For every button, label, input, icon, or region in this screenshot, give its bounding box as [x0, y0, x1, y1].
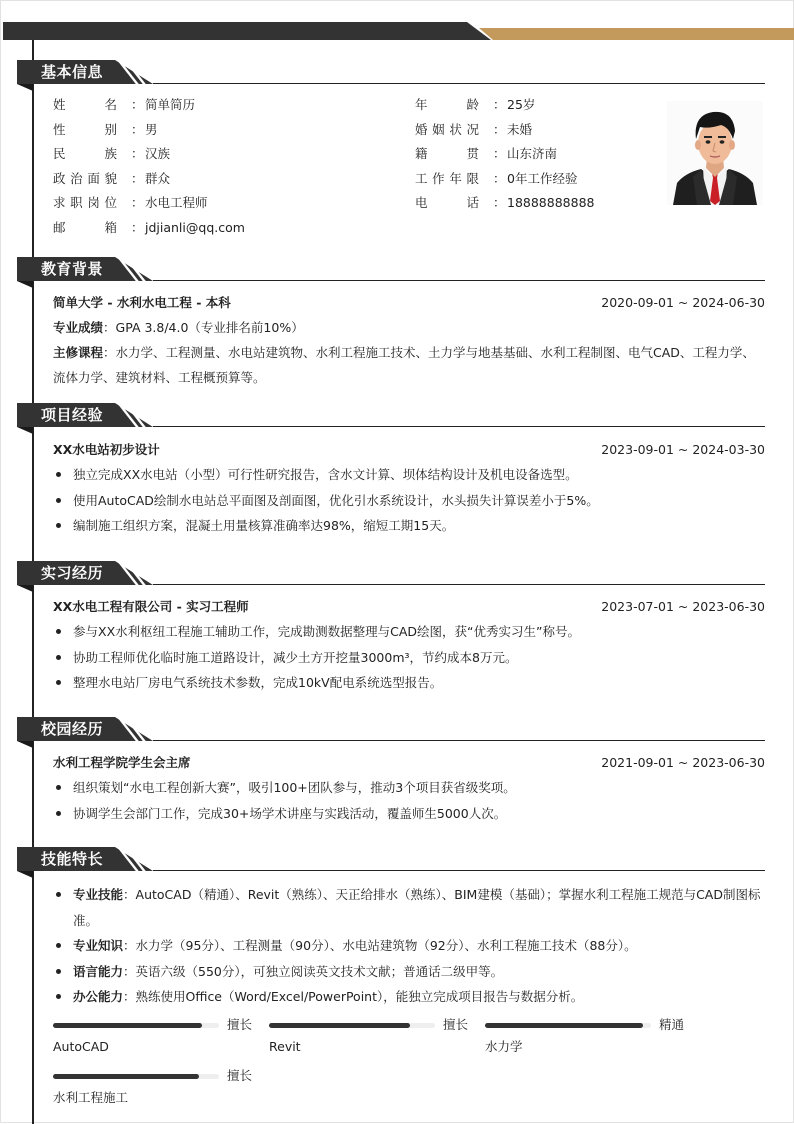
progress-fill [53, 1074, 199, 1079]
internship-entry [53, 594, 765, 696]
info-value: 0年工作经验 [507, 171, 578, 186]
section-rule [153, 426, 765, 427]
skill-bar-autocad [53, 1015, 263, 1065]
bullet-list [53, 882, 765, 1010]
progress-track [269, 1023, 435, 1028]
fold-decoration [17, 84, 33, 91]
list-item: 整理水电站厂房电气系统技术参数，完成10kV配电系统选型报告。 [53, 670, 765, 696]
fold-decoration [17, 427, 33, 434]
progress-fill [269, 1023, 410, 1028]
info-label: 年 龄 [415, 97, 479, 112]
list-item: 使用AutoCAD绘制水电站总平面图及剖面图，优化引水系统设计，水头损失计算误差小于5%。 [53, 488, 765, 514]
section-title: 实习经历 [41, 564, 104, 582]
list-item: 专业技能：AutoCAD（精通）、Revit（熟练）、天正给排水（熟练）、BIM建模（基础）；掌握水利工程施工规范与CAD制图标准。 [53, 882, 765, 933]
info-label: 电 话 [415, 195, 479, 210]
info-value-phone: 18888888888 [507, 195, 595, 210]
info-label: 民 族 [53, 146, 117, 161]
section-title: 教育背景 [41, 260, 104, 278]
gpa-value: ：GPA 3.8/4.0（专业排名前10%） [103, 320, 304, 335]
section-header-basic-info [17, 60, 765, 90]
list-item: 协调学生会部门工作，完成30+场学术讲座与实践活动，覆盖师生5000人次。 [53, 801, 765, 827]
education-entry [53, 290, 765, 390]
progress-track [53, 1074, 219, 1079]
skill-bar-revit [269, 1015, 479, 1065]
info-label: 婚 姻 状 况 [415, 122, 479, 137]
info-row-ethnicity: 民 族 ：汉族 [53, 142, 170, 166]
progress-fill [53, 1023, 202, 1028]
entry-header [53, 750, 765, 775]
entry-header [53, 437, 765, 462]
gpa-label: 专业成绩 [53, 320, 104, 335]
section-title: 校园经历 [41, 720, 104, 738]
section-header-projects [17, 403, 765, 433]
bullet-list [53, 619, 765, 696]
progress-track [485, 1023, 651, 1028]
info-label: 求 职 岗 位 [53, 195, 117, 210]
info-row-marital: 婚 姻 状 况 ：未婚 [415, 118, 532, 142]
section-header-skills [17, 847, 765, 877]
info-value: 未婚 [507, 122, 533, 137]
info-label: 政 治 面 貌 [53, 171, 117, 186]
skill-bar-construction [53, 1066, 263, 1116]
skill-level: 擅长 [227, 1017, 253, 1032]
entry-date: 2021-09-01 ~ 2023-06-30 [601, 755, 765, 770]
list-item: 语言能力：英语六级（550分），可独立阅读英文技术文献；普通话二级甲等。 [53, 959, 765, 985]
entry-heading: XX水电工程有限公司 - 实习工程师 [53, 599, 249, 614]
info-value: 简单简历 [145, 97, 196, 112]
info-label: 工 作 年 限 [415, 171, 479, 186]
courses-line [53, 340, 765, 390]
info-row-hometown: 籍 贯 ：山东济南 [415, 142, 557, 166]
info-row-name: 姓 名 ：简单简历 [53, 93, 195, 117]
fold-decoration [17, 585, 33, 592]
entry-heading: 水利工程学院学生会主席 [53, 755, 191, 770]
info-row-age: 年 龄 ：25岁 [415, 93, 535, 117]
skill-level: 精通 [659, 1017, 685, 1032]
skill-level: 擅长 [443, 1017, 469, 1032]
entry-date: 2020-09-01 ~ 2024-06-30 [601, 295, 765, 310]
bullet-list [53, 462, 765, 539]
section-title: 技能特长 [41, 850, 104, 868]
info-value: 汉族 [145, 146, 171, 161]
info-row-email: 邮 箱 ：jdjianli@qq.com [53, 216, 245, 240]
info-row-phone: 电 话 ：18888888888 [415, 191, 594, 215]
fold-decoration [17, 871, 33, 878]
top-banner-dark [3, 22, 491, 40]
info-value: 25岁 [507, 97, 536, 112]
section-title: 基本信息 [41, 63, 104, 81]
list-item: 组织策划“水电工程创新大赛”，吸引100+团队参与，推动3个项目获省级奖项。 [53, 775, 765, 801]
info-row-gender: 性 别 ：男 [53, 118, 158, 142]
section-rule [153, 870, 765, 871]
info-value: 水电工程师 [145, 195, 208, 210]
list-item: 办公能力：熟练使用Office（Word/Excel/PowerPoint），能独立完成项目报告与数据分析。 [53, 984, 765, 1010]
gpa-line [53, 315, 765, 340]
bullet-list [53, 775, 765, 826]
list-item: 编制施工组织方案，混凝土用量核算准确率达98%，缩短工期15天。 [53, 513, 765, 539]
top-banner-gold [479, 28, 794, 40]
courses-value: ：水力学、工程测量、水电站建筑物、水利工程施工技术、土力学与地基基础、水利工程制图、电气CAD、工程力学、流体力学、建筑材料、工程概预算等。 [53, 345, 755, 385]
section-rule [153, 740, 765, 741]
info-value: 群众 [145, 171, 171, 186]
info-row-experience: 工 作 年 限 ：0年工作经验 [415, 167, 577, 191]
avatar-photo [667, 101, 763, 205]
section-rule [153, 83, 765, 84]
progress-track [53, 1023, 219, 1028]
project-entry [53, 437, 765, 539]
list-item: 协助工程师优化临时施工道路设计，减少土方开挖量3000m³，节约成本8万元。 [53, 645, 765, 671]
info-value-email[interactable]: jdjianli@qq.com [145, 220, 245, 235]
entry-heading: 简单大学 - 水利水电工程 - 本科 [53, 295, 231, 310]
skill-name: AutoCAD [53, 1039, 109, 1054]
section-header-campus [17, 717, 765, 747]
entry-date: 2023-09-01 ~ 2024-03-30 [601, 442, 765, 457]
skill-bar-hydraulics [485, 1015, 695, 1065]
section-rule [153, 280, 765, 281]
info-label: 籍 贯 [415, 146, 479, 161]
section-header-internship [17, 561, 765, 591]
fold-decoration [17, 281, 33, 288]
entry-heading: XX水电站初步设计 [53, 442, 160, 457]
info-label: 邮 箱 [53, 220, 117, 235]
entry-header [53, 594, 765, 619]
info-value: 男 [145, 122, 158, 137]
skill-name: 水利工程施工 [53, 1090, 129, 1105]
skill-name: Revit [269, 1039, 301, 1054]
list-item: 独立完成XX水电站（小型）可行性研究报告，含水文计算、坝体结构设计及机电设备选型。 [53, 462, 765, 488]
info-value: 山东济南 [507, 146, 558, 161]
info-label: 姓 名 [53, 97, 117, 112]
list-item: 参与XX水利枢纽工程施工辅助工作，完成勘测数据整理与CAD绘图，获“优秀实习生”称号。 [53, 619, 765, 645]
entry-date: 2023-07-01 ~ 2023-06-30 [601, 599, 765, 614]
skill-name: 水力学 [485, 1039, 523, 1054]
list-item: 专业知识：水力学（95分）、工程测量（90分）、水电站建筑物（92分）、水利工程施工技术（88分）。 [53, 933, 765, 959]
info-row-position: 求 职 岗 位 ：水电工程师 [53, 191, 208, 215]
entry-header [53, 290, 765, 315]
section-header-education [17, 257, 765, 287]
section-title: 项目经验 [41, 406, 104, 424]
skill-level: 擅长 [227, 1068, 253, 1083]
progress-fill [485, 1023, 643, 1028]
section-rule [153, 584, 765, 585]
campus-entry [53, 750, 765, 826]
info-row-political: 政 治 面 貌 ：群众 [53, 167, 170, 191]
skills-list [53, 882, 765, 1010]
fold-decoration [17, 741, 33, 748]
info-label: 性 别 [53, 122, 117, 137]
courses-label: 主修课程 [53, 345, 104, 360]
